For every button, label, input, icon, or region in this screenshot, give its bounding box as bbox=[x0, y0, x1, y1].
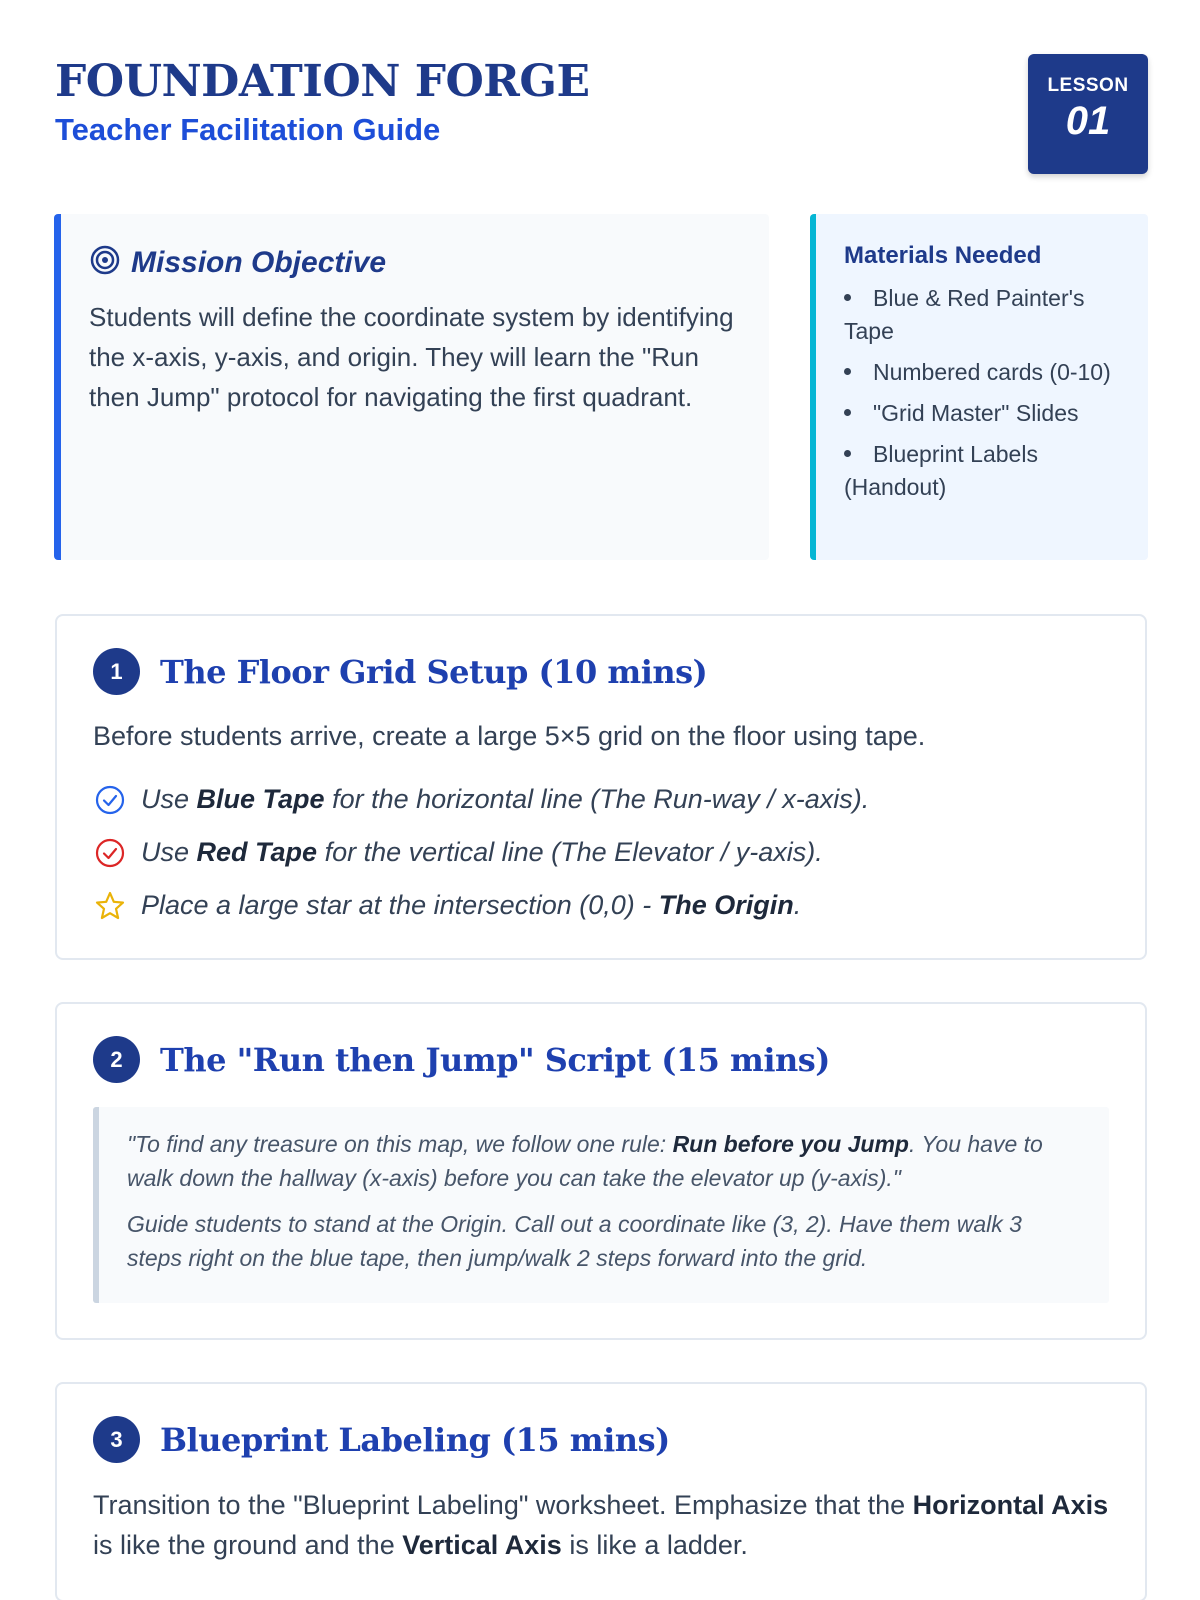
materials-panel bbox=[810, 214, 1148, 560]
section-run-then-jump-script bbox=[55, 1002, 1147, 1340]
objective-title: Mission Objective bbox=[131, 245, 387, 279]
checklist-item: Use Red Tape for the vertical line (The Elevator / y-axis). bbox=[93, 826, 1109, 879]
section-heading bbox=[93, 1036, 1109, 1083]
script-guide-text: Guide students to stand at the Origin. Call out a coordinate like (3, 2). Have them walk 3 steps right on the blue tape, then jump/walk 2 steps forward into the grid. bbox=[127, 1211, 1022, 1271]
materials-item: "Grid Master" Slides bbox=[844, 397, 1130, 430]
brand-title: FOUNDATION FORGE bbox=[55, 56, 590, 107]
section-heading bbox=[93, 648, 1109, 695]
page-subtitle: Teacher Facilitation Guide bbox=[55, 112, 441, 148]
section-lead-text: Before students arrive, create a large 5×5 grid on the floor using tape. bbox=[93, 721, 926, 751]
section-number-badge: 3 bbox=[93, 1416, 140, 1463]
materials-list bbox=[844, 282, 1130, 504]
objective-heading bbox=[89, 244, 739, 281]
section-title: The "Run then Jump" Script (15 mins) bbox=[160, 1040, 830, 1079]
lesson-badge-label: LESSON bbox=[1047, 75, 1129, 96]
materials-item: Blue & Red Painter's Tape bbox=[844, 285, 1085, 344]
section-number-badge: 2 bbox=[93, 1036, 140, 1083]
section-title: The Floor Grid Setup (10 mins) bbox=[160, 652, 708, 691]
objective-text: Students will define the coordinate system by identifying the x-axis, y-axis, and origin. They will learn the "Run then Jump" protocol for navigating the first quadrant. bbox=[89, 302, 734, 412]
checklist-item: Use Blue Tape for the horizontal line (The Run-way / x-axis). bbox=[93, 773, 1109, 826]
materials-item: Numbered cards (0-10) bbox=[844, 356, 1130, 389]
target-icon bbox=[89, 244, 121, 281]
lesson-badge-number: 01 bbox=[1065, 99, 1111, 143]
script-quote: "To find any treasure on this map, we follow one rule: Run before you Jump. You have to walk down the hallway (x-axis) before you can take the elevator up (y-axis)." bbox=[127, 1131, 1043, 1191]
mission-objective-panel bbox=[54, 214, 769, 560]
checklist-item: Place a large star at the intersection (0,0) - The Origin. bbox=[93, 879, 1109, 932]
script-quote-box bbox=[93, 1107, 1109, 1303]
section-floor-grid-setup bbox=[55, 614, 1147, 960]
section-number-badge: 1 bbox=[93, 648, 140, 695]
section-heading bbox=[93, 1416, 1109, 1463]
materials-title: Materials Needed bbox=[844, 242, 1042, 269]
page-header bbox=[55, 58, 589, 148]
section-body-text: Transition to the "Blueprint Labeling" worksheet. Emphasize that the Horizontal Axis is like the ground and the Vertical Axis is like a ladder. bbox=[93, 1490, 1109, 1560]
blue-check-circle-icon bbox=[93, 783, 127, 817]
setup-checklist bbox=[93, 773, 1109, 932]
star-icon bbox=[93, 889, 127, 923]
materials-item: Blueprint Labels (Handout) bbox=[844, 441, 1038, 500]
lesson-badge bbox=[1028, 54, 1148, 174]
red-check-circle-icon bbox=[93, 836, 127, 870]
section-title: Blueprint Labeling (15 mins) bbox=[160, 1420, 670, 1459]
section-blueprint-labeling bbox=[55, 1382, 1147, 1600]
